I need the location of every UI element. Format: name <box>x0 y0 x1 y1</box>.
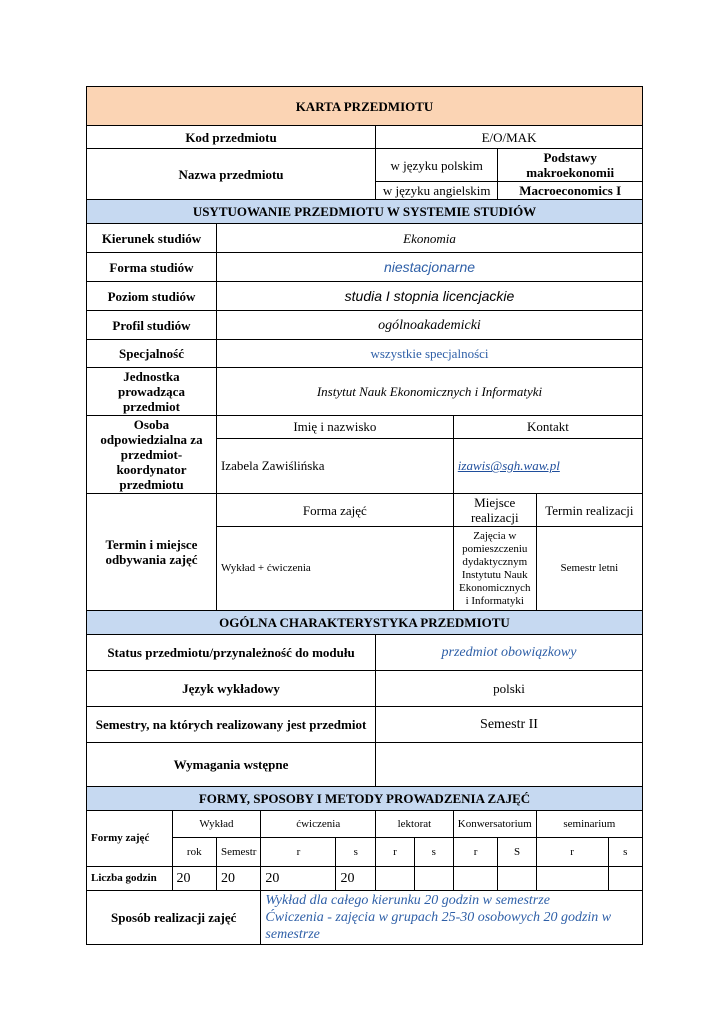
hours-cell <box>414 867 453 891</box>
hours-cell: 20 <box>172 867 216 891</box>
course-code-value: E/O/MAK <box>376 126 643 149</box>
hours-cell <box>376 867 415 891</box>
form-type-language: lektorat <box>376 811 454 838</box>
hours-cell <box>536 867 608 891</box>
form-type-lecture: Wykład <box>172 811 261 838</box>
section-heading-methods: FORMY, SPOSOBY I METODY PROWADZENIA ZAJĘĆ <box>87 787 643 811</box>
form-header: Forma zajęć <box>216 494 453 527</box>
sub-header: r <box>453 838 498 867</box>
name-en-label: w języku angielskim <box>376 182 498 200</box>
hours-label: Liczba godzin <box>87 867 173 891</box>
sub-header: r <box>376 838 415 867</box>
sub-header: s <box>608 838 643 867</box>
language-label: Język wykładowy <box>87 671 376 707</box>
field-of-study-label: Kierunek studiów <box>87 224 217 253</box>
delivery-line-lecture: Wykład dla całego kierunku 20 godzin w semestrze <box>265 893 550 908</box>
delivery-line-exercises: Ćwiczenia - zajęcia w grupach 25-30 osobowych 20 godzin w semestrze <box>265 910 612 942</box>
semesters-value: Semestr II <box>376 707 643 743</box>
name-pl-value: Podstawy makroekonomii <box>498 149 643 182</box>
specialization-label: Specjalność <box>87 340 217 368</box>
coordinator-email-link[interactable]: izawis@sgh.waw.pl <box>457 458 560 474</box>
name-header: Imię i nazwisko <box>216 416 453 439</box>
unit-value: Instytut Nauk Ekonomicznych i Informatyki <box>216 368 642 416</box>
semesters-label: Semestry, na których realizowany jest przedmiot <box>87 707 376 743</box>
sub-header: r <box>261 838 336 867</box>
term-value: Semestr letni <box>536 527 642 611</box>
hours-cell: 20 <box>336 867 376 891</box>
form-type-exercises: ćwiczenia <box>261 811 376 838</box>
course-code-label: Kod przedmiotu <box>87 126 376 149</box>
hours-cell: 20 <box>216 867 260 891</box>
section-heading-general: OGÓLNA CHARAKTERYSTYKA PRZEDMIOTU <box>87 611 643 635</box>
hours-cell <box>498 867 536 891</box>
term-header: Termin realizacji <box>536 494 642 527</box>
class-forms-label: Formy zajęć <box>87 811 173 867</box>
study-level-value: studia I stopnia licencjackie <box>216 282 642 311</box>
form-type-seminar: seminarium <box>536 811 642 838</box>
form-value: Wykład + ćwiczenia <box>216 527 453 611</box>
study-level-label: Poziom studiów <box>87 282 217 311</box>
course-card-table <box>86 86 643 945</box>
course-name-label: Nazwa przedmiotu <box>87 149 376 200</box>
unit-label: Jednostka prowadząca przedmiot <box>87 368 217 416</box>
study-form-label: Forma studiów <box>87 253 217 282</box>
hours-cell: 20 <box>261 867 336 891</box>
name-pl-label: w języku polskim <box>376 149 498 182</box>
coordinator-name: Izabela Zawiślińska <box>216 438 453 493</box>
delivery-method-label: Sposób realizacji zajęć <box>87 891 261 945</box>
sub-header: rok <box>172 838 216 867</box>
field-of-study-value: Ekonomia <box>216 224 642 253</box>
section-heading-placement: USYTUOWANIE PRZEDMIOTU W SYSTEMIE STUDIÓW <box>87 200 643 224</box>
hours-cell <box>453 867 498 891</box>
form-type-conversation: Konwersatorium <box>453 811 536 838</box>
hours-cell <box>608 867 643 891</box>
study-form-value: niestacjonarne <box>216 253 642 282</box>
study-profile-label: Profil studiów <box>87 311 217 340</box>
card-title: KARTA PRZEDMIOTU <box>87 87 643 126</box>
sub-header: s <box>336 838 376 867</box>
coordinator-label: Osoba odpowiedzialna za przedmiot- koordynator przedmiotu <box>87 416 217 494</box>
language-value: polski <box>376 671 643 707</box>
specialization-value: wszystkie specjalności <box>216 340 642 368</box>
name-en-value: Macroeconomics I <box>498 182 643 200</box>
sub-header: s <box>414 838 453 867</box>
study-profile-value: ogólnoakademicki <box>216 311 642 340</box>
place-header: Miejsce realizacji <box>453 494 536 527</box>
sub-header: r <box>536 838 608 867</box>
sub-header: S <box>498 838 536 867</box>
schedule-label: Termin i miejsce odbywania zajęć <box>87 494 217 611</box>
place-value: Zajęcia w pomieszczeniu dydaktycznym Instytutu Nauk Ekonomicznych i Informatyki <box>453 527 536 611</box>
prerequisites-label: Wymagania wstępne <box>87 743 376 787</box>
contact-header: Kontakt <box>453 416 642 439</box>
prerequisites-value <box>376 743 643 787</box>
status-label: Status przedmiotu/przynależność do modułu <box>87 635 376 671</box>
status-value: przedmiot obowiązkowy <box>376 635 643 671</box>
sub-header: Semestr <box>216 838 260 867</box>
